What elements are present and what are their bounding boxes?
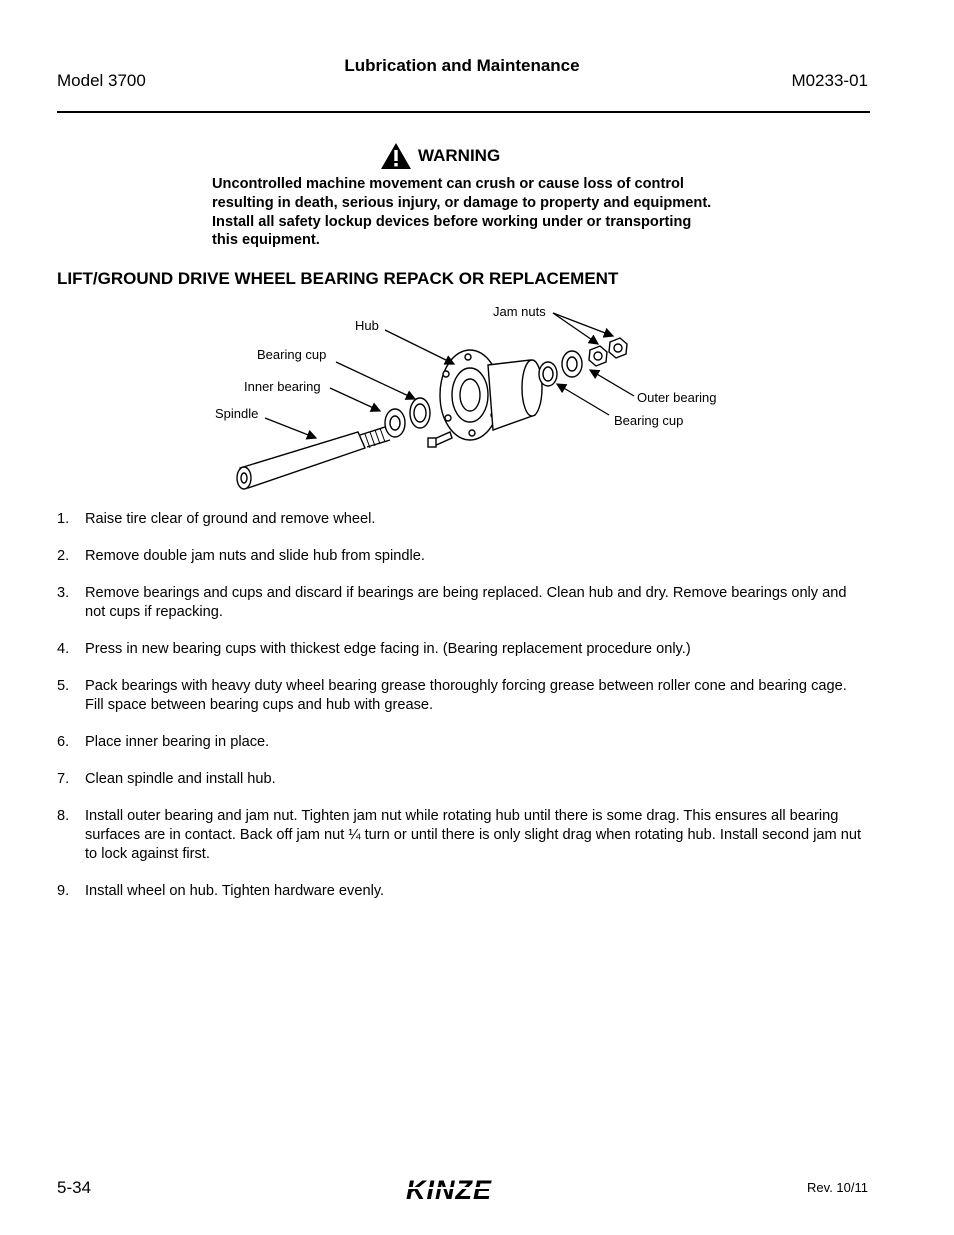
logo-text: KINZE [406,1175,492,1204]
list-item [57,882,869,901]
section-heading: LIFT/GROUND DRIVE WHEEL BEARING REPACK OR REPLACEMENT [57,269,619,288]
step-number: 5. [57,678,70,694]
warning-line: Install all safety lockup devices before working under or transporting [212,213,692,230]
step-number: 9. [57,883,70,899]
step-text: Remove double jam nuts and slide hub from spindle. [85,548,425,564]
procedure-steps [57,510,869,919]
label-outer-bearing: Outer bearing [637,390,717,405]
kinze-logo-mark [402,1174,524,1204]
page-number: 5-34 [57,1178,92,1197]
step-number: 2. [57,548,70,564]
label-spindle: Spindle [215,406,259,421]
step-number: 6. [57,734,70,750]
kinze-logo [402,1174,524,1209]
label-bearing-cup-right: Bearing cup [614,413,684,428]
step-number: 7. [57,771,70,787]
list-item [57,807,869,864]
warning-line: resulting in death, serious injury, or damage to property and equipment. [212,194,712,211]
revision-date: Rev. 10/11 [807,1180,868,1195]
step-text: Clean spindle and install hub. [85,771,276,787]
warning-heading [380,142,500,170]
step-number: 4. [57,641,70,657]
step-text: Raise tire clear of ground and remove wheel. [85,511,376,527]
label-bearing-cup-left: Bearing cup [257,347,327,362]
list-item [57,584,869,622]
warning-line: this equipment. [212,232,320,249]
step-text: Remove bearings and cups and discard if bearings are being replaced. Clean hub and dry. Remove bearings only and not cups if repacking. [85,585,847,620]
list-item [57,547,869,566]
header-section-title: Lubrication and Maintenance [344,56,580,75]
label-inner-bearing: Inner bearing [244,379,321,394]
bearing-assembly-figure [210,300,730,495]
warning-title: WARNING [418,146,501,165]
step-number: 1. [57,511,70,527]
step-text: Pack bearings with heavy duty wheel bearing grease thoroughly forcing grease between roller cone and bearing cage. Fill space between bearing cups and hub with grease. [85,678,847,713]
label-jam-nuts: Jam nuts [493,304,546,319]
step-number: 3. [57,585,70,601]
step-text: Install wheel on hub. Tighten hardware evenly. [85,883,385,899]
list-item [57,733,869,752]
header-rule [57,111,870,113]
warning-triangle-icon [380,142,412,170]
warning-line: Uncontrolled machine movement can crush or cause loss of control [212,176,684,192]
warning-text [212,175,772,250]
step-text: Install outer bearing and jam nut. Tighten jam nut while rotating hub until there is some drag. This ensures all bearing surfaces are in contact. Back off jam nut ¼ turn or until there is only slight drag when rotating hub. Install second jam nut to lock against first. [85,808,862,862]
list-item [57,677,869,715]
step-number: 8. [57,808,70,824]
step-text: Place inner bearing in place. [85,734,270,750]
label-hub: Hub [355,318,379,333]
list-item [57,770,869,789]
header-model: Model 3700 [57,71,146,90]
list-item [57,510,869,529]
step-text: Press in new bearing cups with thickest edge facing in. (Bearing replacement procedure only.) [85,641,691,657]
header-manual-number: M0233-01 [791,71,868,90]
list-item [57,640,869,659]
